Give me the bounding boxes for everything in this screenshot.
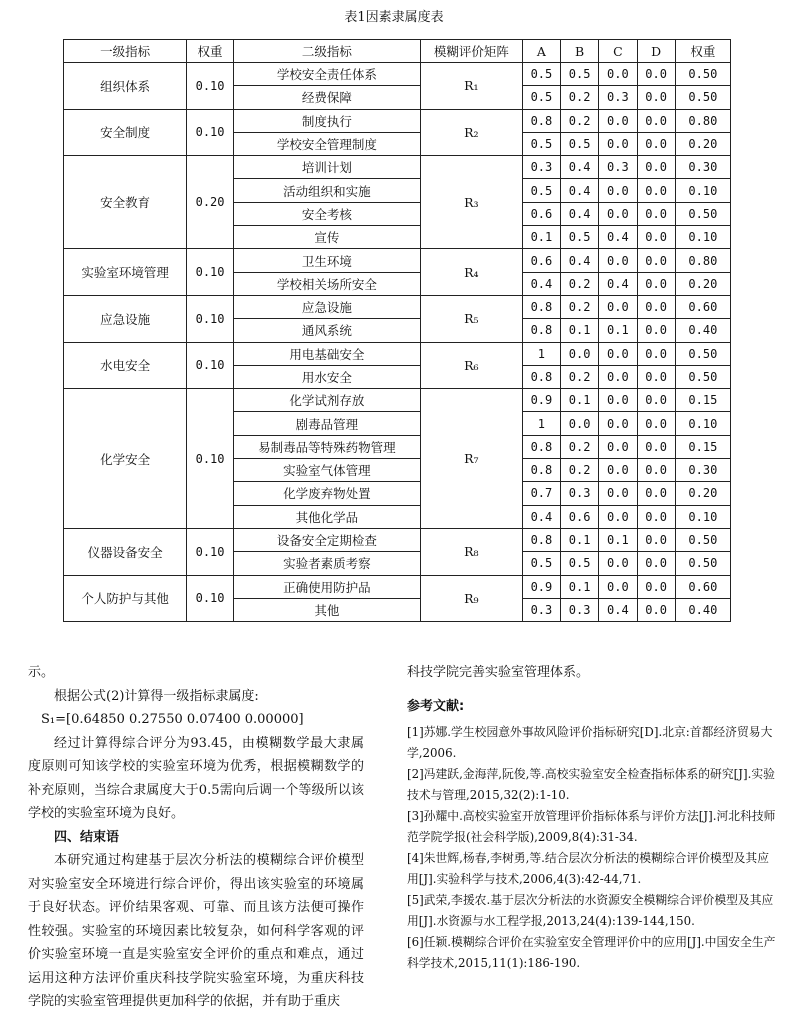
secondary-weight-cell: 0.50 [675,86,730,109]
secondary-weight-cell: 0.50 [675,552,730,575]
secondary-indicator-cell: 活动组织和实施 [233,179,420,202]
grade-value-cell: 0.0 [637,132,675,155]
grade-value-cell: 0.7 [522,482,560,505]
grade-value-cell: 0.1 [561,319,599,342]
grade-value-cell: 0.0 [599,63,637,86]
secondary-indicator-cell: 正确使用防护品 [233,575,420,598]
grade-value-cell: 0.0 [561,412,599,435]
secondary-indicator-cell: 化学试剂存放 [233,389,420,412]
table-row [64,249,731,272]
header-cell: 一级指标 [64,40,187,63]
fuzzy-matrix-cell: R₃ [420,156,522,249]
primary-weight-cell: 0.10 [187,342,234,389]
grade-value-cell: 0.5 [522,132,560,155]
secondary-indicator-cell: 经费保障 [233,86,420,109]
table-row [64,109,731,132]
grade-value-cell: 0.0 [599,482,637,505]
grade-value-cell: 0.0 [599,249,637,272]
grade-value-cell: 0.3 [522,156,560,179]
paragraph: 本研究通过构建基于层次分析法的模糊综合评价模型对实验室安全环境进行综合评价，得出该实验室的环境属于良好状态。评价结果客观、可靠、而且该方法便可操作性较强。实验室的环境因素比较复杂，如何科学客观的评价实验室环境一直是实验室安全评价的重点和难点，通过运用这种方法评价重庆科技学院实验室环境，为重庆科技学院的实验室管理提供更加科学的依据，并有助于重庆 [28,853,364,1009]
grade-value-cell: 0.3 [599,86,637,109]
secondary-weight-cell: 0.50 [675,528,730,551]
grade-value-cell: 0.0 [637,272,675,295]
grade-value-cell: 0.5 [561,63,599,86]
secondary-indicator-cell: 用水安全 [233,365,420,388]
grade-value-cell: 0.4 [561,249,599,272]
table-row [64,63,731,86]
secondary-weight-cell: 0.30 [675,156,730,179]
grade-value-cell: 0.0 [637,552,675,575]
grade-value-cell: 0.4 [522,272,560,295]
header-cell: A [522,40,560,63]
grade-value-cell: 0.1 [522,226,560,249]
table-header-row [64,40,731,63]
grade-value-cell: 0.0 [637,109,675,132]
grade-value-cell: 0.5 [522,179,560,202]
header-cell: D [637,40,675,63]
table-row [64,295,731,318]
grade-value-cell: 0.0 [637,226,675,249]
grade-value-cell: 0.0 [637,528,675,551]
grade-value-cell: 0.0 [599,342,637,365]
grade-value-cell: 0.2 [561,272,599,295]
primary-indicator-cell: 安全制度 [64,109,187,156]
grade-value-cell: 0.1 [599,319,637,342]
grade-value-cell: 0.4 [599,598,637,621]
grade-value-cell: 0.6 [522,249,560,272]
reference-item: [6]任颖.模糊综合评价在实验室安全管理评价中的应用[J].中国安全生产科学技术,2015,11(1):186-190. [407,935,776,970]
grade-value-cell: 0.3 [522,598,560,621]
fuzzy-matrix-cell: R₄ [420,249,522,296]
primary-indicator-cell: 实验室环境管理 [64,249,187,296]
grade-value-cell: 0.0 [637,179,675,202]
grade-value-cell: 0.0 [637,459,675,482]
grade-value-cell: 0.3 [561,482,599,505]
grade-value-cell: 0.8 [522,109,560,132]
secondary-weight-cell: 0.10 [675,179,730,202]
secondary-weight-cell: 0.50 [675,342,730,365]
grade-value-cell: 0.4 [561,179,599,202]
grade-value-cell: 0.2 [561,295,599,318]
formula: S₁=[0.64850 0.27550 0.07400 0.00000] [41,712,304,727]
header-cell: 权重 [187,40,234,63]
grade-value-cell: 0.0 [637,202,675,225]
header-cell: C [599,40,637,63]
table-row [64,156,731,179]
grade-value-cell: 0.0 [599,365,637,388]
grade-value-cell: 0.0 [637,295,675,318]
table-row [64,389,731,412]
grade-value-cell: 0.8 [522,435,560,458]
secondary-weight-cell: 0.40 [675,598,730,621]
grade-value-cell: 0.1 [561,575,599,598]
grade-value-cell: 0.1 [561,389,599,412]
reference-item: [1]苏娜.学生校园意外事故风险评价指标研究[D].北京:首都经济贸易大学,2006. [407,725,773,760]
section-heading: 四、结束语 [54,829,120,845]
grade-value-cell: 0.0 [637,86,675,109]
references-heading: 参考文献: [407,698,465,714]
secondary-indicator-cell: 易制毒品等特殊药物管理 [233,435,420,458]
secondary-weight-cell: 0.30 [675,459,730,482]
primary-indicator-cell: 组织体系 [64,63,187,110]
grade-value-cell: 0.1 [561,528,599,551]
secondary-indicator-cell: 其他化学品 [233,505,420,528]
primary-weight-cell: 0.10 [187,575,234,622]
secondary-indicator-cell: 应急设施 [233,295,420,318]
grade-value-cell: 0.8 [522,319,560,342]
grade-value-cell: 0.8 [522,365,560,388]
right-column [407,661,777,974]
table-caption: 表1因素隶属度表 [344,10,444,25]
grade-value-cell: 0.0 [637,249,675,272]
primary-weight-cell: 0.10 [187,109,234,156]
primary-weight-cell: 0.10 [187,389,234,529]
grade-value-cell: 0.0 [599,179,637,202]
secondary-indicator-cell: 设备安全定期检查 [233,528,420,551]
fuzzy-matrix-cell: R₅ [420,295,522,342]
grade-value-cell: 0.0 [599,552,637,575]
primary-indicator-cell: 仪器设备安全 [64,528,187,575]
reference-item: [2]冯建跃,金海萍,阮俊,等.高校实验室安全检查指标体系的研究[J].实验技术与管理,2015,32(2):1-10. [407,767,775,802]
secondary-indicator-cell: 学校相关场所安全 [233,272,420,295]
grade-value-cell: 0.2 [561,365,599,388]
grade-value-cell: 0.0 [599,109,637,132]
secondary-weight-cell: 0.10 [675,226,730,249]
secondary-weight-cell: 0.40 [675,319,730,342]
grade-value-cell: 0.4 [599,272,637,295]
table-row [64,575,731,598]
grade-value-cell: 0.0 [637,505,675,528]
grade-value-cell: 0.0 [637,156,675,179]
header-cell: B [561,40,599,63]
fuzzy-matrix-cell: R₁ [420,63,522,110]
grade-value-cell: 0.5 [522,86,560,109]
secondary-weight-cell: 0.50 [675,63,730,86]
grade-value-cell: 0.0 [599,132,637,155]
grade-value-cell: 0.2 [561,435,599,458]
grade-value-cell: 0.1 [599,528,637,551]
grade-value-cell: 0.6 [561,505,599,528]
secondary-weight-cell: 0.60 [675,575,730,598]
secondary-weight-cell: 0.10 [675,505,730,528]
secondary-weight-cell: 0.80 [675,249,730,272]
primary-indicator-cell: 应急设施 [64,295,187,342]
fuzzy-matrix-cell: R₂ [420,109,522,156]
grade-value-cell: 0.5 [522,63,560,86]
secondary-indicator-cell: 剧毒品管理 [233,412,420,435]
fuzzy-matrix-cell: R₉ [420,575,522,622]
reference-item: [5]武荣,李援农.基于层次分析法的水资源安全模糊综合评价模型及其应用[J].水资源与水工程学报,2013,24(4):139-144,150. [407,893,774,928]
membership-table [63,39,731,622]
secondary-weight-cell: 0.15 [675,389,730,412]
secondary-indicator-cell: 宣传 [233,226,420,249]
secondary-indicator-cell: 制度执行 [233,109,420,132]
primary-weight-cell: 0.10 [187,295,234,342]
grade-value-cell: 0.4 [599,226,637,249]
secondary-weight-cell: 0.80 [675,109,730,132]
grade-value-cell: 0.5 [522,552,560,575]
secondary-weight-cell: 0.20 [675,132,730,155]
grade-value-cell: 0.4 [561,156,599,179]
primary-indicator-cell: 水电安全 [64,342,187,389]
secondary-weight-cell: 0.10 [675,412,730,435]
grade-value-cell: 0.0 [637,63,675,86]
secondary-indicator-cell: 其他 [233,598,420,621]
grade-value-cell: 0.0 [599,389,637,412]
grade-value-cell: 1 [522,412,560,435]
paragraph: 科技学院完善实验室管理体系。 [407,665,590,680]
grade-value-cell: 0.0 [599,412,637,435]
header-cell: 模糊评价矩阵 [420,40,522,63]
secondary-weight-cell: 0.20 [675,272,730,295]
primary-weight-cell: 0.10 [187,528,234,575]
fuzzy-matrix-cell: R₇ [420,389,522,529]
grade-value-cell: 0.0 [599,435,637,458]
primary-indicator-cell: 个人防护与其他 [64,575,187,622]
header-cell: 二级指标 [233,40,420,63]
grade-value-cell: 0.8 [522,295,560,318]
table-row [64,528,731,551]
grade-value-cell: 0.0 [599,295,637,318]
secondary-indicator-cell: 卫生环境 [233,249,420,272]
grade-value-cell: 0.2 [561,109,599,132]
reference-item: [3]孙耀中.高校实验室开放管理评价指标体系与评价方法[J].河北科技师范学院学报(社会科学版),2009,8(4):31-34. [407,809,776,844]
grade-value-cell: 0.0 [637,319,675,342]
grade-value-cell: 0.3 [561,598,599,621]
secondary-weight-cell: 0.20 [675,482,730,505]
grade-value-cell: 0.0 [599,575,637,598]
grade-value-cell: 0.0 [637,365,675,388]
secondary-indicator-cell: 学校安全管理制度 [233,132,420,155]
primary-weight-cell: 0.10 [187,249,234,296]
paragraph: 经过计算得综合评分为93.45，由模糊数学最大隶属度原则可知该学校的实验室环境为优秀，根据模糊数学的补充原则，当综合隶属度大于0.5需向后调一个等级所以该学校的实验室环境为良好。 [28,735,364,821]
secondary-indicator-cell: 实验者素质考察 [233,552,420,575]
grade-value-cell: 0.5 [561,552,599,575]
grade-value-cell: 0.5 [561,226,599,249]
secondary-indicator-cell: 安全考核 [233,202,420,225]
grade-value-cell: 0.0 [637,342,675,365]
grade-value-cell: 0.5 [561,132,599,155]
grade-value-cell: 0.0 [637,575,675,598]
paragraph: 根据公式(2)计算得一级指标隶属度: [54,688,259,704]
grade-value-cell: 0.9 [522,389,560,412]
grade-value-cell: 0.3 [599,156,637,179]
grade-value-cell: 0.0 [599,459,637,482]
fuzzy-matrix-cell: R₆ [420,342,522,389]
primary-weight-cell: 0.20 [187,156,234,249]
grade-value-cell: 0.2 [561,86,599,109]
secondary-indicator-cell: 化学废弃物处置 [233,482,420,505]
secondary-weight-cell: 0.15 [675,435,730,458]
secondary-indicator-cell: 培训计划 [233,156,420,179]
secondary-indicator-cell: 用电基础安全 [233,342,420,365]
secondary-indicator-cell: 实验室气体管理 [233,459,420,482]
table-row [64,342,731,365]
grade-value-cell: 0.0 [637,482,675,505]
grade-value-cell: 0.8 [522,459,560,482]
reference-item: [4]朱世辉,杨春,李树勇,等.结合层次分析法的模糊综合评价模型及其应用[J].实验科学与技术,2006,4(3):42-44,71. [407,851,770,886]
grade-value-cell: 0.0 [637,598,675,621]
header-cell: 权重 [675,40,730,63]
secondary-indicator-cell: 通风系统 [233,319,420,342]
grade-value-cell: 0.0 [637,435,675,458]
grade-value-cell: 1 [522,342,560,365]
grade-value-cell: 0.4 [522,505,560,528]
grade-value-cell: 0.0 [561,342,599,365]
grade-value-cell: 0.0 [637,389,675,412]
grade-value-cell: 0.0 [637,412,675,435]
grade-value-cell: 0.0 [599,202,637,225]
grade-value-cell: 0.4 [561,202,599,225]
secondary-weight-cell: 0.50 [675,365,730,388]
left-column [28,661,364,1014]
primary-weight-cell: 0.10 [187,63,234,110]
primary-indicator-cell: 安全教育 [64,156,187,249]
fuzzy-matrix-cell: R₈ [420,528,522,575]
secondary-weight-cell: 0.50 [675,202,730,225]
secondary-weight-cell: 0.60 [675,295,730,318]
secondary-indicator-cell: 学校安全责任体系 [233,63,420,86]
grade-value-cell: 0.9 [522,575,560,598]
grade-value-cell: 0.6 [522,202,560,225]
grade-value-cell: 0.2 [561,459,599,482]
grade-value-cell: 0.0 [599,505,637,528]
grade-value-cell: 0.8 [522,528,560,551]
paragraph: 示。 [28,665,55,680]
primary-indicator-cell: 化学安全 [64,389,187,529]
